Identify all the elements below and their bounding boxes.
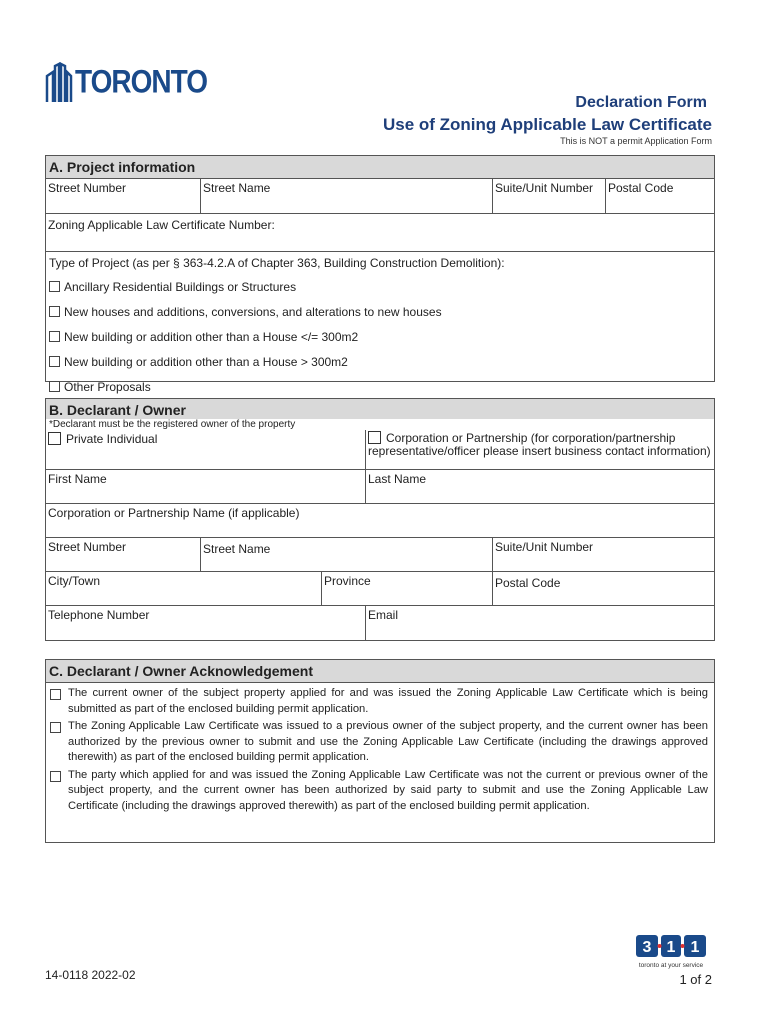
- acknowledgement-item[interactable]: The party which applied for and was issued the Zoning Applicable Law Certificate was not the current or previous owner of the subject property, and the current owner has been authorized by said party to submit and use the Zoning Applicable Law Certificate (including the drawings approved therewith) as part of the enclosed building permit application.: [46, 768, 714, 815]
- section-c: [45, 659, 715, 843]
- logo-311-digit: 3: [642, 939, 652, 956]
- name-row: [46, 470, 714, 504]
- acknowledgement-item[interactable]: The current owner of the subject property applied for and was issued the Zoning Applicable Law Certificate which is being submitted as part of the enclosed building permit application.: [46, 686, 714, 717]
- toronto-logo: [45, 62, 207, 102]
- province-field[interactable]: Province: [322, 572, 493, 605]
- checkbox[interactable]: [49, 306, 60, 317]
- suite-field[interactable]: Suite/Unit Number: [493, 179, 606, 213]
- private-individual-option[interactable]: Private Individual: [46, 430, 366, 469]
- corporation-option[interactable]: Corporation or Partnership (for corporation/partnership representative/officer please insert business contact information): [368, 431, 711, 458]
- checkbox[interactable]: [50, 722, 61, 733]
- section-a: [45, 155, 715, 394]
- acknowledgement-list: [46, 683, 714, 814]
- project-option[interactable]: New building or addition other than a House </= 300m2: [46, 324, 714, 349]
- logo-311-digit: 1: [666, 939, 676, 956]
- city-hall-icon: [45, 62, 73, 102]
- project-type-label: Type of Project (as per § 363-4.2.A of Chapter 363, Building Construction Demolition):: [49, 256, 505, 270]
- section-c-heading: C. Declarant / Owner Acknowledgement: [46, 660, 714, 683]
- checkbox[interactable]: [50, 689, 61, 700]
- owner-address-row: [46, 538, 714, 572]
- form-note: This is NOT a permit Application Form: [560, 136, 712, 146]
- logo-wordmark: TORONTO: [75, 63, 207, 100]
- first-name-field[interactable]: First Name: [46, 470, 366, 503]
- logo-311: [636, 935, 708, 976]
- corp-name-row: [46, 504, 714, 538]
- logo-311-digit: 1: [690, 939, 700, 956]
- owner-street-name-field[interactable]: Street Name: [201, 538, 493, 571]
- certificate-number-field[interactable]: Zoning Applicable Law Certificate Number:: [48, 218, 275, 232]
- project-option[interactable]: New building or addition other than a House > 300m2: [46, 349, 714, 374]
- checkbox[interactable]: [50, 771, 61, 782]
- owner-street-number-field[interactable]: Street Number: [46, 538, 201, 571]
- declarant-type-row: [46, 430, 714, 470]
- certificate-row: [46, 214, 714, 252]
- form-title: Declaration Form: [575, 94, 707, 111]
- owner-postal-code-field[interactable]: Postal Code: [495, 576, 561, 590]
- project-option[interactable]: Ancillary Residential Buildings or Structures: [46, 274, 714, 299]
- checkbox[interactable]: [49, 281, 60, 292]
- postal-code-field[interactable]: Postal Code: [608, 181, 674, 195]
- project-option[interactable]: Other Proposals: [46, 374, 714, 399]
- city-row: [46, 572, 714, 606]
- declarant-note: *Declarant must be the registered owner of the property: [49, 419, 296, 430]
- form-subtitle: Use of Zoning Applicable Law Certificate: [382, 115, 712, 134]
- checkbox[interactable]: [49, 381, 60, 392]
- section-b: [45, 398, 715, 641]
- checkbox[interactable]: [368, 431, 381, 444]
- project-type-group: [46, 252, 714, 399]
- page-number: 1 of 2: [679, 972, 712, 987]
- street-number-field[interactable]: Street Number: [46, 179, 201, 213]
- acknowledgement-item[interactable]: The Zoning Applicable Law Certificate was issued to a previous owner of the subject property, and the current owner has been authorized by the previous owner to submit and use the Zoning Applicable Law Certificate (including the drawings approved therewith) as part of the enclosed building permit application.: [46, 719, 714, 766]
- form-id: 14-0118 2022-02: [45, 968, 136, 982]
- street-name-field[interactable]: Street Name: [201, 179, 493, 213]
- last-name-field[interactable]: Last Name: [368, 472, 427, 486]
- corporation-name-field[interactable]: Corporation or Partnership Name (if applicable): [48, 506, 300, 520]
- project-option[interactable]: New houses and additions, conversions, and alterations to new houses: [46, 299, 714, 324]
- telephone-field[interactable]: Telephone Number: [46, 606, 366, 640]
- city-field[interactable]: City/Town: [46, 572, 322, 605]
- address-row: [46, 179, 714, 214]
- logo-311-tagline: toronto at your service: [638, 962, 704, 969]
- checkbox[interactable]: [49, 356, 60, 367]
- section-b-heading: B. Declarant / Owner: [46, 399, 714, 419]
- email-field[interactable]: Email: [368, 608, 399, 622]
- contact-row: [46, 606, 714, 640]
- section-a-heading: A. Project information: [46, 156, 714, 179]
- checkbox[interactable]: [49, 331, 60, 342]
- checkbox[interactable]: [48, 432, 61, 445]
- owner-suite-field[interactable]: Suite/Unit Number: [495, 540, 594, 554]
